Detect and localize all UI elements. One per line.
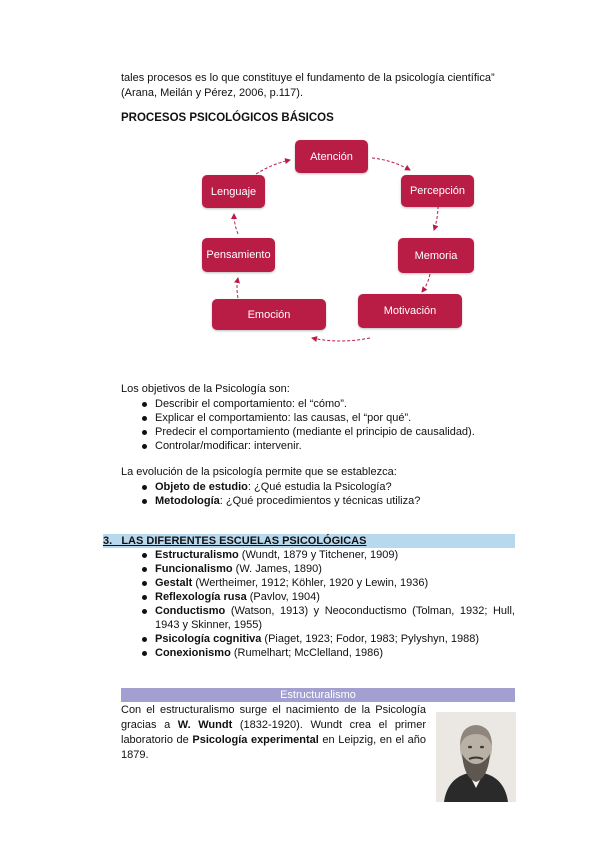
list-item <box>139 480 521 494</box>
arrow-motivacion-emocion <box>312 338 370 341</box>
objetivos-section <box>121 382 521 453</box>
wundt-portrait <box>436 712 516 802</box>
cycle-box-memoria: Memoria <box>398 238 474 273</box>
cycle-box-motivacion: Motivación <box>358 294 462 328</box>
arrow-emocion-pensamiento <box>237 278 238 298</box>
term-description: (Rumelhart; McClelland, 1986) <box>230 647 384 659</box>
intro-line-1: tales procesos es lo que constituye el fundamento de la psicología científica” <box>121 72 495 84</box>
term: Gestalt <box>155 577 193 589</box>
term-description: (W. James, 1890) <box>232 563 322 575</box>
intro-line-2: (Arana, Meilán y Pérez, 2006, p.117). <box>121 87 304 99</box>
text-run: en Leipzig, en el año 1879. <box>121 734 426 761</box>
estructuralismo-paragraph <box>121 703 426 763</box>
bold-run: Psicología experimental <box>192 734 319 746</box>
list-item <box>139 590 515 604</box>
list-item: Describir el comportamiento: el “cómo”. <box>139 397 521 411</box>
intro-paragraph <box>121 71 515 101</box>
arrow-pensamiento-lenguaje <box>234 214 238 234</box>
text-run: Con el estructuralismo surge el nacimiento de la Psicología gracias a <box>121 704 426 731</box>
term: Objeto de estudio <box>155 481 248 493</box>
arrow-atencion-percepcion <box>372 158 410 170</box>
list-item <box>139 632 515 646</box>
list-item <box>139 548 515 562</box>
list-item: Explicar el comportamiento: las causas, el “por qué”. <box>139 411 521 425</box>
text-run: (1832-1920). Wundt crea el primer laboratorio de <box>121 719 426 746</box>
objetivos-list <box>139 397 521 453</box>
list-item <box>139 494 521 508</box>
section-heading: 3. LAS DIFERENTES ESCUELAS PSICOLÓGICAS <box>103 535 367 547</box>
term-description: (Pavlov, 1904) <box>246 591 320 603</box>
term: Funcionalismo <box>155 563 233 575</box>
list-item: Predecir el comportamiento (mediante el principio de causalidad). <box>139 425 521 439</box>
term-description: (Piaget, 1923; Fodor, 1983; Pylyshyn, 1988) <box>261 633 480 645</box>
term-description: (Watson, 1913) y Neoconductismo (Tolman, 1932; Hull, 1943 y Skinner, 1955) <box>155 605 515 631</box>
term: Psicología cognitiva <box>155 633 262 645</box>
term: Metodología <box>155 495 220 507</box>
arrow-percepcion-memoria <box>434 206 438 230</box>
objetivos-intro: Los objetivos de la Psicología son: <box>121 383 290 395</box>
evolucion-section <box>121 465 521 508</box>
estructuralismo-header: Estructuralismo <box>121 688 515 702</box>
cycle-box-lenguaje: Lenguaje <box>202 175 265 208</box>
cycle-box-pensamiento: Pensamiento <box>202 238 275 272</box>
list-item <box>139 562 515 576</box>
term-description: : ¿Qué estudia la Psicología? <box>247 481 392 493</box>
list-item <box>139 604 515 632</box>
bold-run: W. Wundt <box>177 719 233 731</box>
portrait-image <box>436 712 516 802</box>
arrow-memoria-motivacion <box>422 274 430 292</box>
term: Reflexología rusa <box>155 591 247 603</box>
list-item <box>139 646 515 660</box>
term: Conexionismo <box>155 647 231 659</box>
escuelas-list <box>139 548 515 660</box>
term-description: (Wertheimer, 1912; Köhler, 1920 y Lewin, 1936) <box>192 577 429 589</box>
term: Estructuralismo <box>155 549 239 561</box>
term: Conductismo <box>155 605 226 617</box>
escuelas-section <box>139 548 515 660</box>
evolucion-intro: La evolución de la psicología permite que se establezca: <box>121 466 397 478</box>
list-item: Controlar/modificar: intervenir. <box>139 439 521 453</box>
cycle-box-emocion: Emoción <box>212 299 326 330</box>
term-description: (Wundt, 1879 y Titchener, 1909) <box>238 549 399 561</box>
list-item <box>139 576 515 590</box>
term-description: : ¿Qué procedimientos y técnicas utiliza? <box>219 495 421 507</box>
procesos-heading: PROCESOS PSICOLÓGICOS BÁSICOS <box>121 112 334 124</box>
evolucion-list <box>139 480 521 508</box>
cycle-box-atencion: Atención <box>295 140 368 173</box>
cycle-box-percepcion: Percepción <box>401 175 474 207</box>
arrow-lenguaje-atencion <box>256 160 290 174</box>
